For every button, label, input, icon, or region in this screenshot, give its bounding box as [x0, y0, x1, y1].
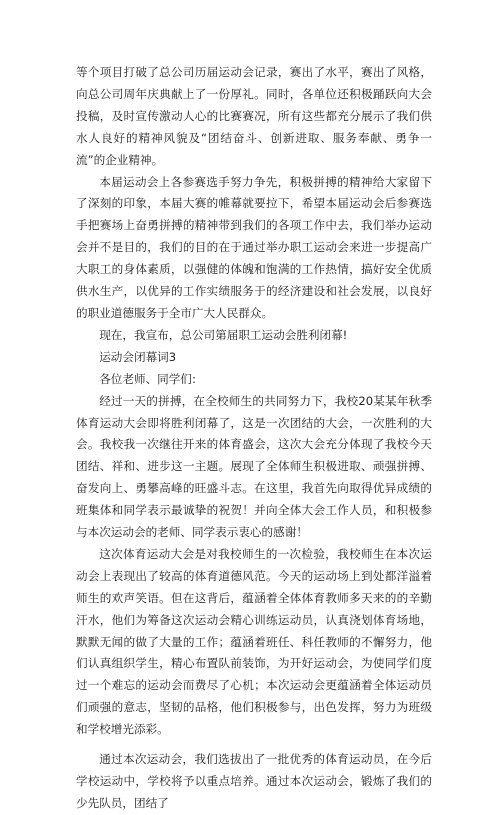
paragraph-declaration: 现在，我宣布，总公司第届职工运动会胜利闭幕!	[99, 327, 348, 342]
paragraph-closing-remarks: 本届运动会上各参赛选手努力争先，积极拼搏的精神给大家留下了深刻的印象，本届大赛的帷幕就要拉下，希望本届运动会后参赛选手把赛场上奋勇拼搏的精神带到我们的各项工作中去，我们举办运动会并不是目的，我们的目的在于通过举办职工运动会来进一步提高广大职工的身体素质，以强健的体魄和饱满的工作热情，搞好安全优质供水生产，以优异的工作实绩服务于的经济建设和社会发展，以良好的职业道德服务于全市广大人民群众。	[76, 174, 432, 320]
document-body	[76, 62, 432, 815]
paragraph-review: 这次体育运动大会是对我校师生的一次检验，我校师生在本次运动会上表现出了较高的体育道德风范。今天的运动场上到处都洋溢着师生的欢声笑语。但在这背后，蕴涵着全体体育教师多天来的的辛勤汗水，他们为筹备这次运动会精心训练运动员，认真浇划体育场地，默默无闻的做了大量的工作；蕴涵着班任、科任教师的不懈努力，他们认真组织学生，精心布置队前装饰，为开好运动会，为使同学们度过一个难忘的运动会而费尽了心机；本次运动会更蕴涵着全体运动员们顽强的意志，坚韧的品格，他们积极参与，出色发挥，努力为班级和学校增光添彩。	[76, 546, 432, 737]
paragraph-outcome: 通过本次运动会，我们选拔出了一批优秀的体育运动员，在今后学校运动中，学校将予以重点培养。通过本次运动会，锻炼了我们的少先队员，团结了	[76, 752, 432, 810]
paragraph-continuation: 等个项目打破了总公司历届运动会记录，赛出了水平，赛出了风格，向总公司周年庆典献上了一份厚礼。同时，各单位还积极踊跃向大会投稿，及时宣传激动人心的比赛赛况，所有这些都充分展示了我们供水人良好的精神风貌及“团结奋斗、创新进取、服务奉献、勇争一流”的企业精神。	[76, 65, 432, 167]
salutation: 各位老师、同学们:	[99, 371, 196, 386]
section-heading: 运动会闭幕词3	[99, 349, 177, 364]
paragraph-opening: 经过一天的拼搏，在全校师生的共同努力下，我校20某某年秋季体育运动大会即将胜利闭幕了，这是一次团结的大会，一次胜利的大会。我校我一次继往开来的体育盛会，这次大会充分体现了我校今天团结、祥和、进步这一主题。展现了全体师生积极进取、顽强拼搏、奋发向上、勇攀高峰的旺盛斗志。在这里，我首先向取得优异成绩的班集体和同学表示最诚挚的祝贺！并向全体大会工作人员，和积极参与本次运动会的老师、同学表示衷心的感谢！	[76, 393, 432, 540]
